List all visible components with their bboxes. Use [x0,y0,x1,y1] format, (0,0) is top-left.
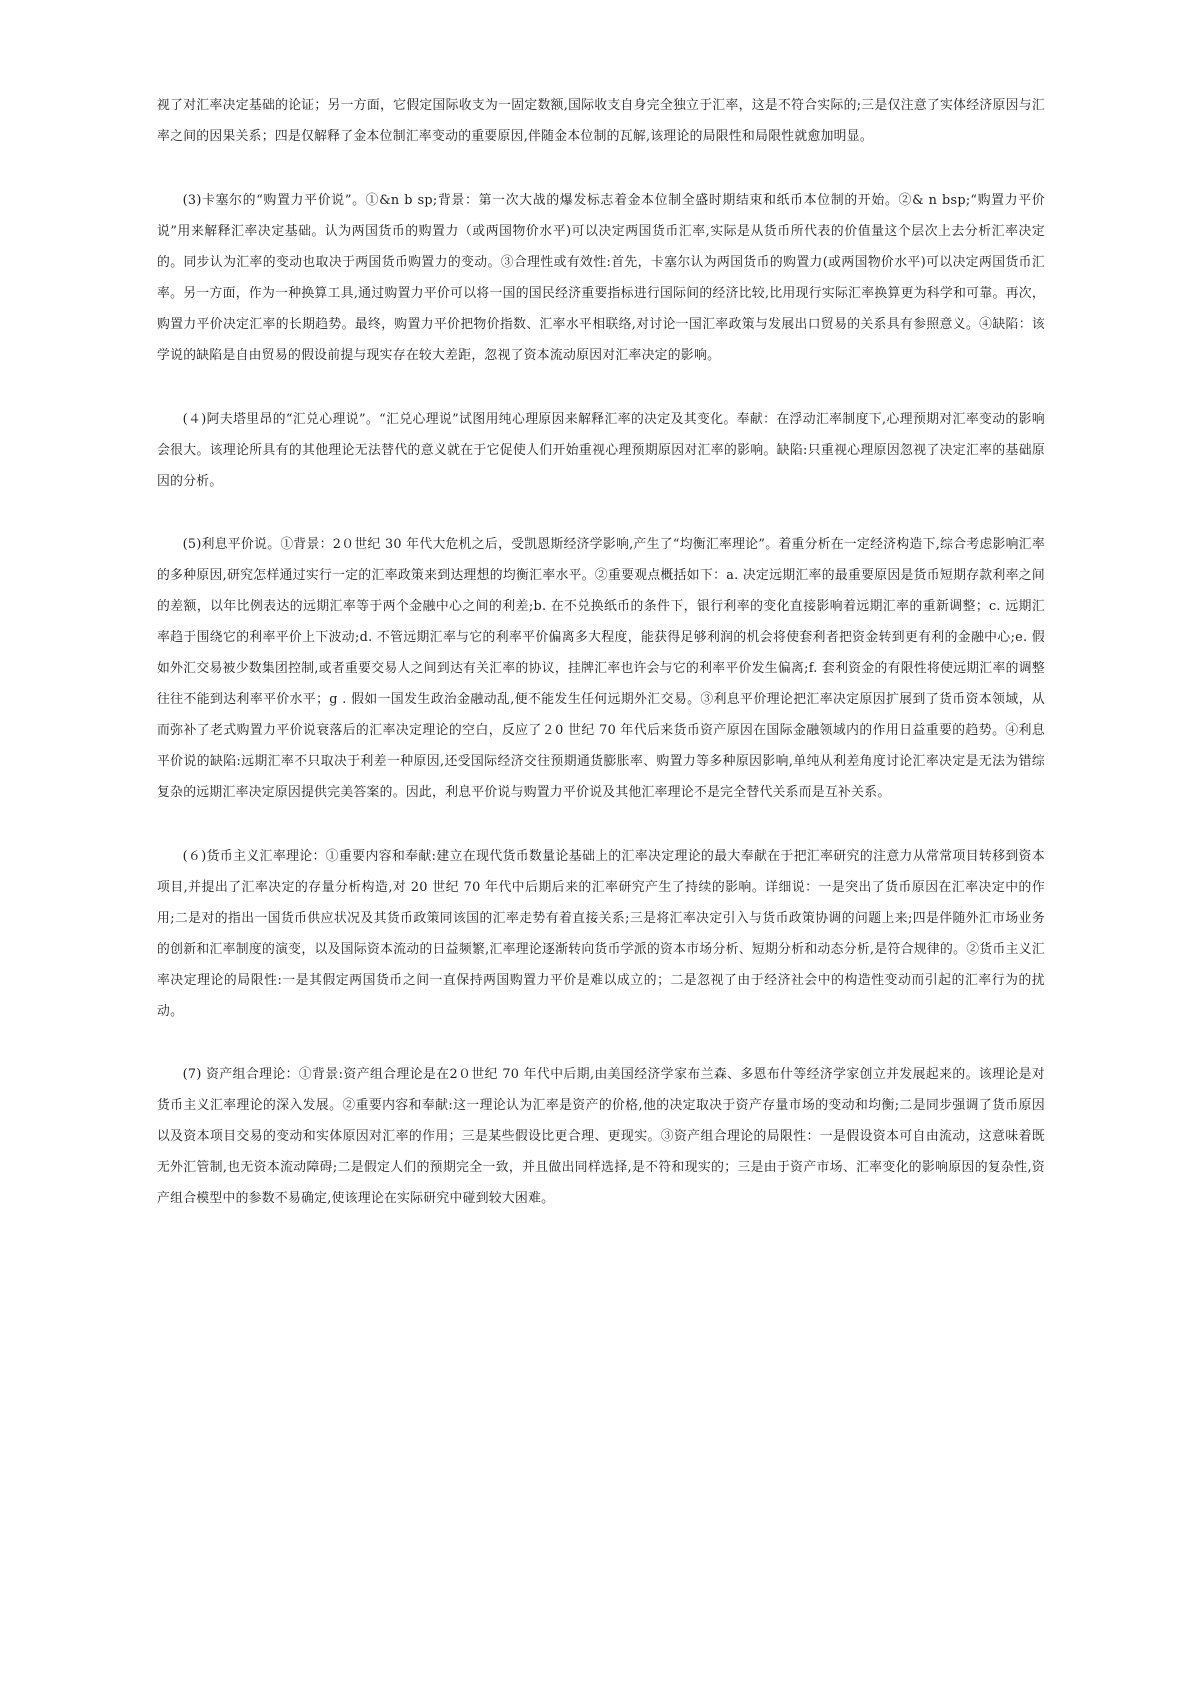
paragraph-continued: 视了对汇率决定基础的论证；另一方面，它假定国际收支为一固定数额,国际收支自身完全独立于汇率，这是不符合实际的;三是仅注意了实体经济原因与汇率之间的因果关系；四是仅解释了金本位制汇率变动的重要原因,伴随金本位制的瓦解,该理论的局限性和局限性就愈加明显。 [157,98,1045,144]
paragraph-portfolio-balance: (7) 资产组合理论：①背景:资产组合理论是在2０世纪 70 年代中后期,由美国经济学家布兰森、多恩布什等经济学家创立并发展起来的。该理论是对货币主义汇率理论的深入发展。②重要内容和奉献:这一理论认为汇率是资产的价格,他的决定取决于资产存量市场的变动和均衡;二是同步强调了货币原因以及资本项目交易的变动和实体原因对汇率的作用；三是某些假设比更合理、更现实。③资产组合理论的局限性：一是假设资本可自由流动，这意味着既无外汇管制,也无资本流动障碍;二是假定人们的预期完全一致，并且做出同样选择,是不符和现实的；三是由于资产市场、汇率变化的影响原因的复杂性,资产组合模型中的参数不易确定,使该理论在实际研究中碰到较大困难。 [157,1067,1045,1206]
paragraph-exchange-psychology: (４)阿夫塔里昂的“汇兑心理说”。“汇兑心理说”试图用纯心理原因来解释汇率的决定及其变化。奉献：在浮动汇率制度下,心理预期对汇率变动的影响会很大。该理论所具有的其他理论无法替代的意义就在于它促使人们开始重视心理预期原因对汇率的影响。缺陷:只重视心理原因忽视了决定汇率的基础原因的分析。 [157,412,1045,489]
paragraph-interest-parity: (5)利息平价说。①背景：2０世纪 30 年代大危机之后，受凯恩斯经济学影响,产生了“均衡汇率理论”。着重分析在一定经济构造下,综合考虑影响汇率的多种原因,研究怎样通过实行一定的汇率政策来到达理想的均衡汇率水平。②重要观点概括如下：a. 决定远期汇率的最重要原因是货币短期存款利率之间的差额，以年比例表达的远期汇率等于两个金融中心之间的利差;b. 在不兑换纸币的条件下，银行利率的变化直接影响着远期汇率的重新调整；c. 远期汇率趋于围绕它的利率平价上下波动;d. 不管远期汇率与它的利率平价偏离多大程度，能获得足够利润的机会将使套利者把资金转到更有利的金融中心;e. 假如外汇交易被少数集团控制,或者重要交易人之间到达有关汇率的协议，挂牌汇率也许会与它的利率平价发生偏离;f. 套利资金的有限性将使远期汇率的调整往往不能到达利率平价水平；g . 假如一国发生政治金融动乱,便不能发生任何远期外汇交易。③利息平价理论把汇率决定原因扩展到了货币资本领域，从而弥补了老式购置力平价说衰落后的汇率决定理论的空白，反应了２0 世纪 70 年代后来货币资产原因在国际金融领域内的作用日益重要的趋势。④利息平价说的缺陷:远期汇率不只取决于利差一种原因,还受国际经济交往预期通货膨胀率、购置力等多种原因影响,单纯从利差角度讨论汇率决定是无法为错综复杂的远期汇率决定原因提供完美答案的。因此，利息平价说与购置力平价说及其他汇率理论不是完全替代关系而是互补关系。 [157,537,1045,800]
document-page [157,90,1045,1214]
paragraph-monetary-approach: (６)货币主义汇率理论：①重要内容和奉献:建立在现代货币数量论基础上的汇率决定理论的最大奉献在于把汇率研究的注意力从常常项目转移到资本项目,并提出了汇率决定的存量分析构造,对 20 世纪 70 年代中后期后来的汇率研究产生了持续的影响。详细说：一是突出了货币原因在汇率决定中的作用;二是对的指出一国货币供应状况及其货币政策同该国的汇率走势有着直接关系;三是将汇率决定引入与货币政策协调的问题上来;四是伴随外汇市场业务的创新和汇率制度的演变，以及国际资本流动的日益频繁,汇率理论逐渐转向货币学派的资本市场分析、短期分析和动态分析,是符合规律的。②货币主义汇率决定理论的局限性:一是其假定两国货币之间一直保持两国购置力平价是难以成立的；二是忽视了由于经济社会中的构造性变动而引起的汇率行为的扰动。 [157,849,1045,1019]
paragraph-purchasing-power-parity: (3)卡塞尔的“购置力平价说”。①&n b sp;背景：第一次大战的爆发标志着金本位制全盛时期结束和纸币本位制的开始。②& n bsp;“购置力平价说”用来解释汇率决定基础。认为两国货币的购置力（或两国物价水平)可以决定两国货币汇率,实际是从货币所代表的价值量这个层次上去分析汇率决定的。同步认为汇率的变动也取决于两国货币购置力的变动。③合理性或有效性:首先，卡塞尔认为两国货币的购置力(或两国物价水平)可以决定两国货币汇率。另一方面，作为一种换算工具,通过购置力平价可以将一国的国民经济重要指标进行国际间的经济比较,比用现行实际汇率换算更为科学和可靠。再次，购置力平价决定汇率的长期趋势。最终，购置力平价把物价指数、汇率水平相联络,对讨论一国汇率政策与发展出口贸易的关系具有参照意义。④缺陷：该学说的缺陷是自由贸易的假设前提与现实存在较大差距，忽视了资本流动原因对汇率决定的影响。 [157,193,1045,363]
